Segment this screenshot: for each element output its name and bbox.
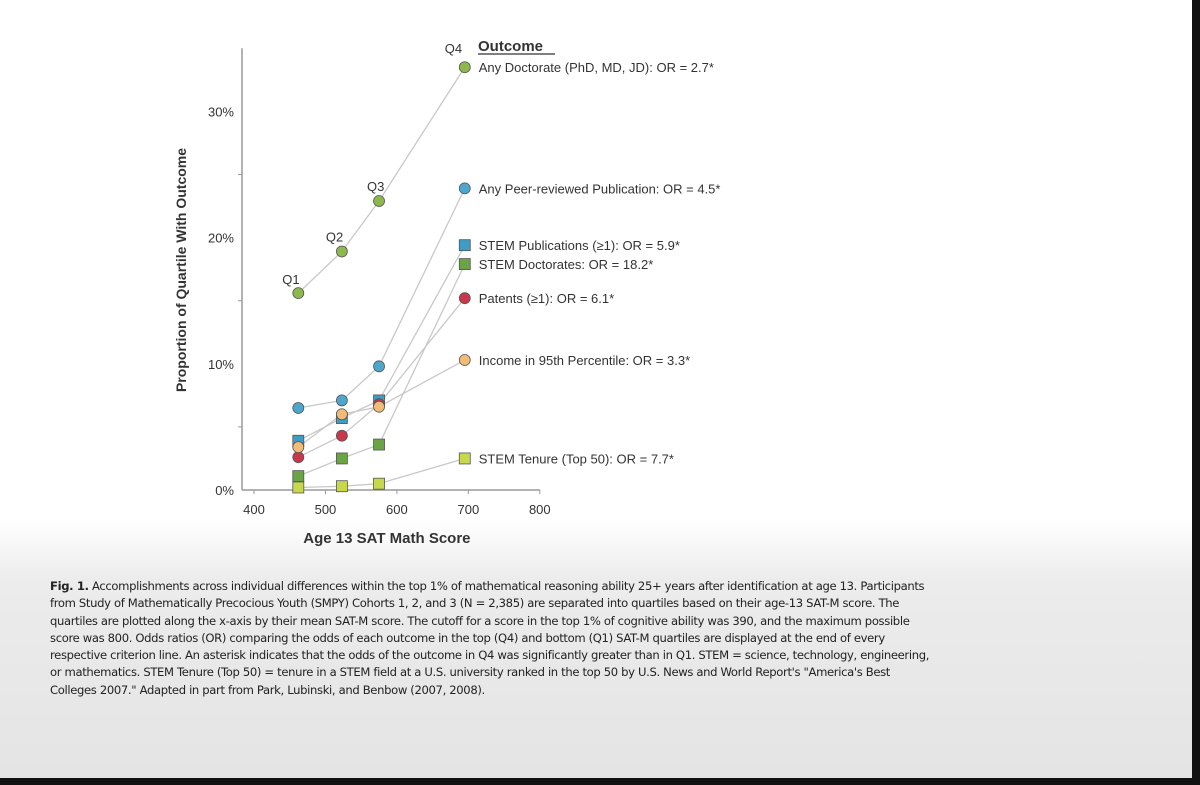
legend-entry: Any Doctorate (PhD, MD, JD): OR = 2.7* [478,60,714,76]
legend-entry: STEM Doctorates: OR = 18.2* [478,257,654,273]
data-point [374,196,385,207]
series-line [298,188,464,408]
data-point [336,430,347,441]
data-point [459,240,470,251]
legend-title: Outcome [478,38,544,55]
legend-entry: Patents (≥1): OR = 6.1* [478,291,615,307]
y-axis-title: Proportion of Quartile With Outcome [173,147,189,393]
data-point [293,402,304,413]
data-point [459,183,470,194]
figure-caption [50,578,930,699]
data-point [374,478,385,489]
y-tick-label: 10% [207,356,234,372]
quartile-label: Q4 [444,41,463,57]
legend-entry: STEM Tenure (Top 50): OR = 7.7* [478,451,674,467]
data-point [459,355,470,366]
data-point [293,452,304,463]
quartile-label: Q3 [367,179,385,195]
data-point [374,401,385,412]
data-point [293,288,304,299]
caption-label: Fig. 1. [50,579,89,593]
data-point [459,453,470,464]
data-point [293,442,304,453]
data-point [459,62,470,73]
legend-entry: STEM Publications (≥1): OR = 5.9* [478,238,680,254]
x-tick-label: 500 [314,502,337,517]
data-point [336,409,347,420]
x-tick-label: 400 [243,502,265,517]
y-tick-label: 30% [207,104,234,120]
legend-entry: Income in 95th Percentile: OR = 3.3* [478,353,691,369]
data-point [293,471,304,482]
data-point [336,481,347,492]
x-tick-label: 800 [528,502,551,517]
data-point [336,246,347,257]
series-line [298,298,464,457]
caption-text: Accomplishments across individual differences within the top 1% of mathematical reasoning ability 25+ years after identification at age 13. Participants from Study of Mathematically Precocious Youth (SMPY) Cohorts 1, 2, and 3 (N = 2,385) are separated into quartiles based on their age-13 SAT-M score. The quartiles are plotted along the x-axis by their mean SAT-M score. The cutoff for a score in the top 1% of cognitive ability was 390, and the maximum possible score was 800. Odds ratios (OR) comparing the odds of each outcome in the top (Q4) and bottom (Q1) SAT-M quartiles are displayed at the end of every respective criterion line. An asterisk indicates that the odds of the outcome in Q4 was significantly greater than in Q1. STEM = science, technology, engineering, or mathematics. STEM Tenure (Top 50) = tenure in a STEM field at a U.S. university ranked in the top 50 by U.S. News and World Report's "America's Best Colleges 2007." Adapted in part from Park, Lubinski, and Benbow (2007, 2008). [50,579,930,697]
y-tick-label: 0% [215,483,234,498]
data-point [459,259,470,270]
data-point [336,395,347,406]
quartile-label: Q1 [282,272,300,288]
x-tick-label: 600 [386,502,408,517]
y-tick-label: 20% [207,230,234,246]
x-axis-title: Age 13 SAT Math Score [303,530,471,547]
data-point [293,482,304,493]
data-point [374,361,385,372]
quartile-label: Q2 [325,229,344,245]
data-point [459,293,470,304]
data-point [336,453,347,464]
legend-entry: Any Peer-reviewed Publication: OR = 4.5* [478,181,721,197]
data-point [374,439,385,450]
x-tick-label: 700 [457,502,480,517]
